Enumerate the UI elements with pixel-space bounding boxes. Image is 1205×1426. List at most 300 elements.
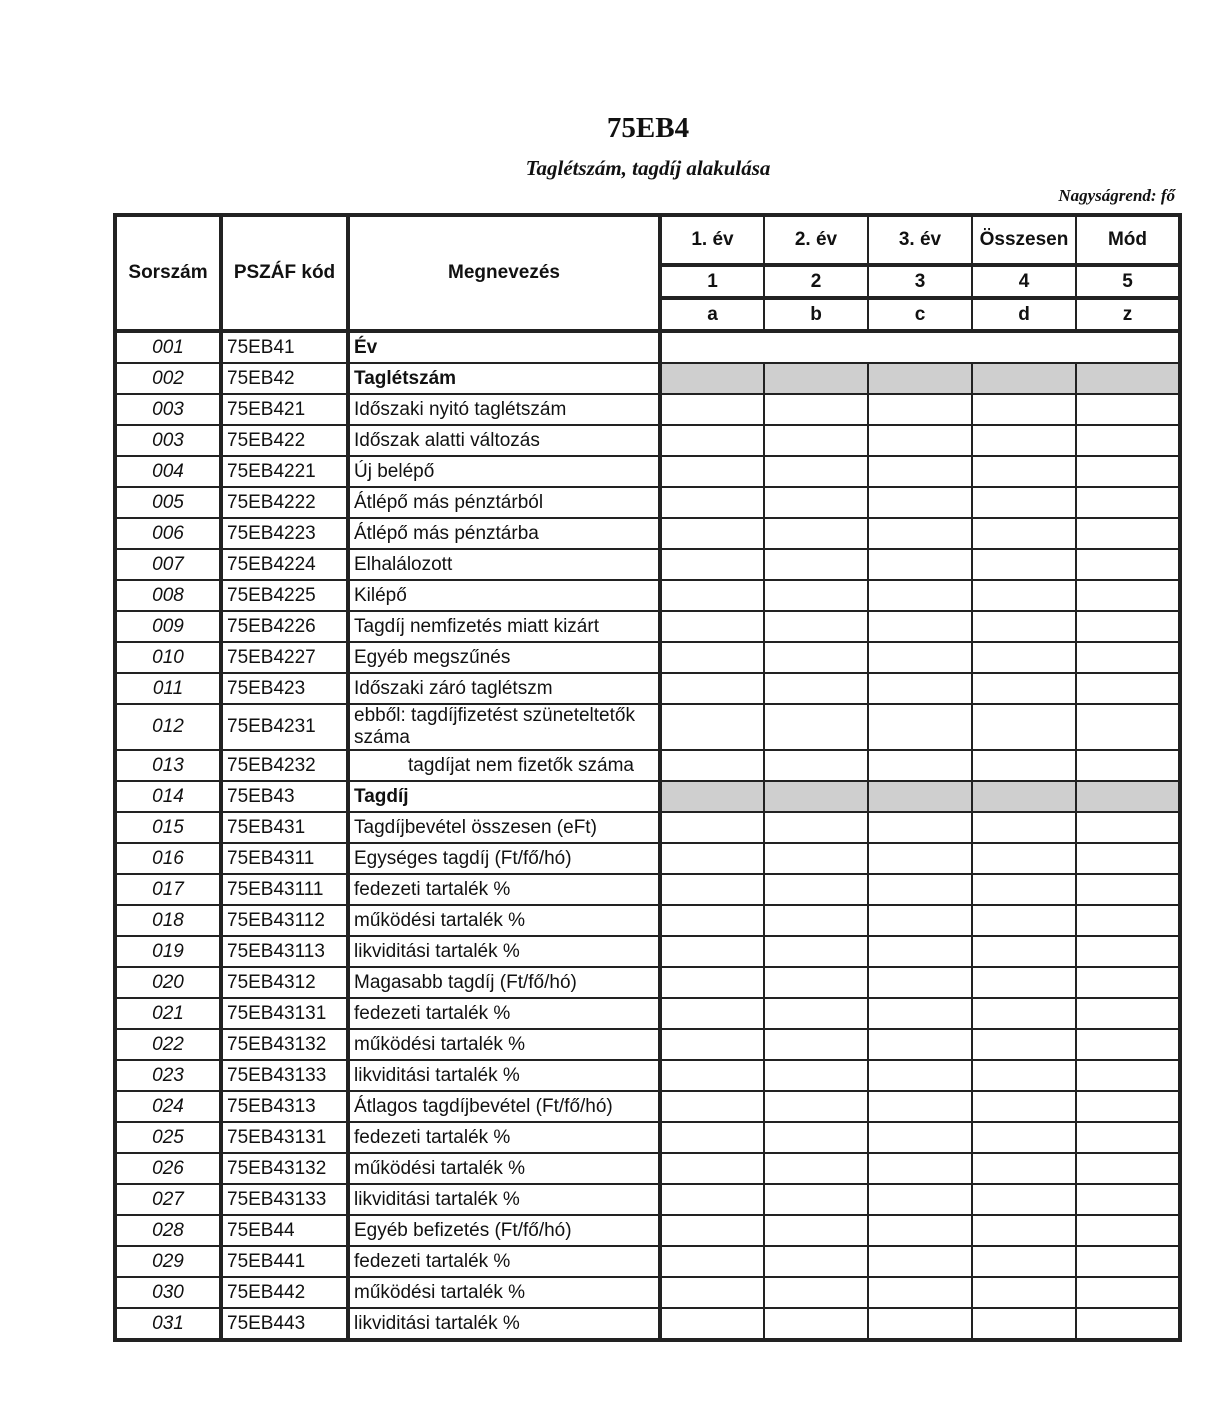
value-cell[interactable] [1076, 673, 1180, 704]
table-row [115, 363, 1180, 394]
value-cell[interactable] [1076, 456, 1180, 487]
row-number: 023 [115, 1060, 221, 1091]
row-code: 75EB4226 [221, 611, 348, 642]
value-cell[interactable] [660, 1029, 764, 1060]
value-cell[interactable] [660, 611, 764, 642]
header-row-labels [115, 215, 1180, 265]
header-col-number: 5 [1076, 265, 1180, 298]
table-row [115, 642, 1180, 673]
unit-label: Nagyságrend: fő [1058, 186, 1175, 205]
row-name: működési tartalék % [348, 1153, 660, 1184]
value-cell[interactable] [972, 936, 1076, 967]
table-row [115, 580, 1180, 611]
value-cell[interactable] [1076, 518, 1180, 549]
value-cell[interactable] [764, 750, 868, 781]
table-row [115, 874, 1180, 905]
row-code: 75EB4311 [221, 843, 348, 874]
row-name: Elhalálozott [348, 549, 660, 580]
row-name: működési tartalék % [348, 905, 660, 936]
table-row [115, 611, 1180, 642]
row-name: Magasabb tagdíj (Ft/fő/hó) [348, 967, 660, 998]
value-cell[interactable] [660, 1060, 764, 1091]
row-number: 016 [115, 843, 221, 874]
value-cell[interactable] [660, 642, 764, 673]
value-cell[interactable] [660, 874, 764, 905]
value-cell[interactable] [764, 611, 868, 642]
page-subtitle: Taglétszám, tagdíj alakulása [525, 156, 771, 180]
row-name: likviditási tartalék % [348, 1060, 660, 1091]
table-row [115, 905, 1180, 936]
row-code: 75EB4312 [221, 967, 348, 998]
row-name: tagdíjat nem fizetők száma [348, 750, 660, 781]
value-cell[interactable] [868, 1184, 972, 1215]
value-cell[interactable] [868, 704, 972, 750]
value-cell[interactable] [868, 673, 972, 704]
value-cell[interactable] [1076, 967, 1180, 998]
value-cell [972, 363, 1076, 394]
value-cell[interactable] [764, 1091, 868, 1122]
value-cell[interactable] [764, 967, 868, 998]
row-number: 003 [115, 425, 221, 456]
row-code: 75EB4224 [221, 549, 348, 580]
row-code: 75EB43133 [221, 1184, 348, 1215]
row-number: 003 [115, 394, 221, 425]
value-cell [1076, 363, 1180, 394]
table-header [115, 215, 1180, 331]
table-row [115, 1060, 1180, 1091]
table-row [115, 704, 1180, 750]
row-code: 75EB43 [221, 781, 348, 812]
value-cell[interactable] [660, 998, 764, 1029]
header-col-letter: a [660, 298, 764, 331]
value-cell[interactable] [972, 425, 1076, 456]
value-cell[interactable] [764, 518, 868, 549]
value-cell [972, 781, 1076, 812]
header-col-label: 1. év [660, 215, 764, 265]
table-row [115, 331, 1180, 363]
value-cell[interactable] [660, 673, 764, 704]
value-cell[interactable] [660, 456, 764, 487]
value-cell[interactable] [972, 1246, 1076, 1277]
row-name: likviditási tartalék % [348, 936, 660, 967]
value-cell[interactable] [868, 394, 972, 425]
value-cell[interactable] [868, 1029, 972, 1060]
value-cell[interactable] [764, 1308, 868, 1340]
row-name: likviditási tartalék % [348, 1184, 660, 1215]
value-cell[interactable] [972, 456, 1076, 487]
value-cell[interactable] [868, 425, 972, 456]
row-number: 010 [115, 642, 221, 673]
row-name: fedezeti tartalék % [348, 874, 660, 905]
row-name: Tagdíj nemfizetés miatt kizárt [348, 611, 660, 642]
table-row [115, 1215, 1180, 1246]
value-cell[interactable] [1076, 750, 1180, 781]
row-code: 75EB4313 [221, 1091, 348, 1122]
row-name: Tagdíj [348, 781, 660, 812]
value-cell[interactable] [1076, 1122, 1180, 1153]
table-row [115, 967, 1180, 998]
value-cell[interactable] [868, 967, 972, 998]
row-number: 017 [115, 874, 221, 905]
row-name: Időszak alatti változás [348, 425, 660, 456]
row-number: 027 [115, 1184, 221, 1215]
row-number: 015 [115, 812, 221, 843]
value-cell[interactable] [764, 487, 868, 518]
value-cell[interactable] [660, 936, 764, 967]
value-cell [868, 781, 972, 812]
value-cell[interactable] [868, 936, 972, 967]
value-cell[interactable] [1076, 1277, 1180, 1308]
header-pszaf-kod: PSZÁF kód [221, 215, 348, 331]
value-cell[interactable] [972, 1215, 1076, 1246]
value-cell[interactable] [1076, 611, 1180, 642]
value-cell[interactable] [660, 1122, 764, 1153]
report-table [113, 213, 1182, 1342]
row-name: fedezeti tartalék % [348, 1246, 660, 1277]
table-row [115, 1091, 1180, 1122]
row-name: Év [348, 331, 660, 363]
value-cell [868, 363, 972, 394]
row-name: Átlépő más pénztárból [348, 487, 660, 518]
value-cell[interactable] [868, 518, 972, 549]
row-number: 030 [115, 1277, 221, 1308]
value-cell[interactable] [972, 1277, 1076, 1308]
value-cell[interactable] [972, 750, 1076, 781]
row-name: Tagdíjbevétel összesen (eFt) [348, 812, 660, 843]
row-code: 75EB43131 [221, 1122, 348, 1153]
value-cell[interactable] [764, 843, 868, 874]
value-cell[interactable] [1076, 1060, 1180, 1091]
row-name: Átlépő más pénztárba [348, 518, 660, 549]
row-code: 75EB43111 [221, 874, 348, 905]
header-megnevezes: Megnevezés [348, 215, 660, 331]
value-cell[interactable] [1076, 1215, 1180, 1246]
value-cell[interactable] [972, 549, 1076, 580]
value-cell[interactable] [660, 704, 764, 750]
value-cell[interactable] [1076, 425, 1180, 456]
row-code: 75EB44 [221, 1215, 348, 1246]
value-cell[interactable] [660, 1308, 764, 1340]
row-name: likviditási tartalék % [348, 1308, 660, 1340]
row-number: 021 [115, 998, 221, 1029]
table-row [115, 781, 1180, 812]
value-cell[interactable] [764, 549, 868, 580]
value-cell[interactable] [1076, 580, 1180, 611]
value-cell[interactable] [972, 1184, 1076, 1215]
value-cell[interactable] [868, 580, 972, 611]
row-number: 009 [115, 611, 221, 642]
row-code: 75EB43133 [221, 1060, 348, 1091]
value-cell[interactable] [764, 905, 868, 936]
value-cell[interactable] [1076, 1091, 1180, 1122]
value-cell[interactable] [972, 1308, 1076, 1340]
value-cell[interactable] [972, 704, 1076, 750]
value-cell[interactable] [1076, 998, 1180, 1029]
header-col-number: 4 [972, 265, 1076, 298]
row-name: működési tartalék % [348, 1029, 660, 1060]
value-cell[interactable] [868, 1308, 972, 1340]
value-cell[interactable] [660, 487, 764, 518]
value-cell[interactable] [868, 1153, 972, 1184]
table-row [115, 1246, 1180, 1277]
row-number: 002 [115, 363, 221, 394]
value-cell [1076, 781, 1180, 812]
value-cell[interactable] [660, 425, 764, 456]
value-cell[interactable] [764, 456, 868, 487]
value-cell[interactable] [764, 1060, 868, 1091]
value-cell[interactable] [972, 580, 1076, 611]
value-cell[interactable] [972, 1122, 1076, 1153]
value-cell[interactable] [868, 1215, 972, 1246]
table-row [115, 394, 1180, 425]
row-code: 75EB443 [221, 1308, 348, 1340]
value-cell[interactable] [868, 1246, 972, 1277]
value-cell[interactable] [660, 394, 764, 425]
table-row [115, 998, 1180, 1029]
row-code: 75EB43131 [221, 998, 348, 1029]
table-row [115, 1308, 1180, 1340]
value-cell[interactable] [972, 1029, 1076, 1060]
value-cell[interactable] [1076, 1029, 1180, 1060]
row-code: 75EB4225 [221, 580, 348, 611]
row-code: 75EB43112 [221, 905, 348, 936]
row-number: 013 [115, 750, 221, 781]
value-cell[interactable] [660, 812, 764, 843]
row-number: 004 [115, 456, 221, 487]
row-name: Taglétszám [348, 363, 660, 394]
row-number: 026 [115, 1153, 221, 1184]
value-cell[interactable] [868, 750, 972, 781]
value-cell[interactable] [868, 642, 972, 673]
row-name: fedezeti tartalék % [348, 1122, 660, 1153]
value-cell[interactable] [972, 487, 1076, 518]
value-cell[interactable] [972, 1153, 1076, 1184]
row-name: Új belépő [348, 456, 660, 487]
value-cell[interactable] [972, 1060, 1076, 1091]
value-cell[interactable] [764, 704, 868, 750]
header-col-number: 3 [868, 265, 972, 298]
value-cell[interactable] [764, 642, 868, 673]
row-number: 029 [115, 1246, 221, 1277]
row-number: 012 [115, 704, 221, 750]
value-cell[interactable] [764, 673, 868, 704]
row-number: 018 [115, 905, 221, 936]
value-cell[interactable] [972, 812, 1076, 843]
row-code: 75EB4227 [221, 642, 348, 673]
value-cell[interactable] [660, 1091, 764, 1122]
table-row [115, 425, 1180, 456]
value-cell[interactable] [1076, 394, 1180, 425]
row-number: 008 [115, 580, 221, 611]
value-cell[interactable] [764, 812, 868, 843]
value-cell[interactable] [660, 905, 764, 936]
row-name: működési tartalék % [348, 1277, 660, 1308]
value-cell[interactable] [764, 1122, 868, 1153]
table-row [115, 843, 1180, 874]
value-cell[interactable] [868, 549, 972, 580]
row-number: 005 [115, 487, 221, 518]
value-cell[interactable] [660, 843, 764, 874]
value-cell[interactable] [972, 1091, 1076, 1122]
table-row [115, 1153, 1180, 1184]
value-cell[interactable] [972, 518, 1076, 549]
value-cell[interactable] [868, 1091, 972, 1122]
table-row [115, 812, 1180, 843]
row-name: Időszaki nyitó taglétszám [348, 394, 660, 425]
value-cell[interactable] [660, 580, 764, 611]
row-number: 031 [115, 1308, 221, 1340]
row-name: Átlagos tagdíjbevétel (Ft/fő/hó) [348, 1091, 660, 1122]
row-code: 75EB43132 [221, 1153, 348, 1184]
row-number: 001 [115, 331, 221, 363]
value-cell[interactable] [660, 1246, 764, 1277]
table-row [115, 1029, 1180, 1060]
row-code: 75EB43113 [221, 936, 348, 967]
value-cell[interactable] [868, 998, 972, 1029]
row-code: 75EB4232 [221, 750, 348, 781]
value-cell-merged[interactable] [660, 331, 1180, 363]
value-cell[interactable] [764, 580, 868, 611]
value-cell[interactable] [868, 611, 972, 642]
value-cell[interactable] [868, 487, 972, 518]
value-cell [764, 363, 868, 394]
value-cell[interactable] [972, 843, 1076, 874]
row-name: fedezeti tartalék % [348, 998, 660, 1029]
table-row [115, 549, 1180, 580]
value-cell[interactable] [972, 673, 1076, 704]
value-cell[interactable] [764, 1029, 868, 1060]
value-cell[interactable] [660, 1184, 764, 1215]
value-cell[interactable] [972, 611, 1076, 642]
value-cell[interactable] [868, 1122, 972, 1153]
row-code: 75EB442 [221, 1277, 348, 1308]
value-cell[interactable] [868, 1277, 972, 1308]
row-code: 75EB4223 [221, 518, 348, 549]
row-number: 006 [115, 518, 221, 549]
value-cell[interactable] [764, 425, 868, 456]
row-code: 75EB4231 [221, 704, 348, 750]
header-col-number: 1 [660, 265, 764, 298]
value-cell[interactable] [972, 998, 1076, 1029]
value-cell[interactable] [660, 1153, 764, 1184]
row-name: Egyéb befizetés (Ft/fő/hó) [348, 1215, 660, 1246]
row-code: 75EB431 [221, 812, 348, 843]
value-cell[interactable] [1076, 1308, 1180, 1340]
value-cell[interactable] [972, 642, 1076, 673]
table-row [115, 936, 1180, 967]
row-name: ebből: tagdíjfizetést szüneteltetők száma [348, 704, 660, 750]
value-cell[interactable] [1076, 812, 1180, 843]
value-cell[interactable] [764, 1153, 868, 1184]
value-cell[interactable] [1076, 549, 1180, 580]
value-cell[interactable] [868, 456, 972, 487]
row-code: 75EB422 [221, 425, 348, 456]
row-number: 028 [115, 1215, 221, 1246]
row-number: 022 [115, 1029, 221, 1060]
header-col-letter: c [868, 298, 972, 331]
value-cell[interactable] [868, 1060, 972, 1091]
table-row [115, 487, 1180, 518]
value-cell[interactable] [764, 394, 868, 425]
value-cell[interactable] [660, 518, 764, 549]
row-number: 014 [115, 781, 221, 812]
header-sorszam: Sorszám [115, 215, 221, 331]
row-code: 75EB42 [221, 363, 348, 394]
value-cell[interactable] [764, 998, 868, 1029]
value-cell[interactable] [972, 967, 1076, 998]
value-cell[interactable] [1076, 874, 1180, 905]
value-cell [764, 781, 868, 812]
header-col-label: 2. év [764, 215, 868, 265]
table-row [115, 1122, 1180, 1153]
value-cell[interactable] [972, 905, 1076, 936]
table-body [115, 331, 1180, 1340]
value-cell[interactable] [660, 1215, 764, 1246]
table-row [115, 518, 1180, 549]
row-name: Kilépő [348, 580, 660, 611]
row-number: 019 [115, 936, 221, 967]
value-cell[interactable] [764, 1277, 868, 1308]
table-row [115, 1277, 1180, 1308]
value-cell[interactable] [868, 905, 972, 936]
value-cell[interactable] [1076, 1184, 1180, 1215]
value-cell[interactable] [660, 1277, 764, 1308]
value-cell[interactable] [1076, 905, 1180, 936]
value-cell[interactable] [868, 812, 972, 843]
value-cell[interactable] [660, 750, 764, 781]
row-code: 75EB421 [221, 394, 348, 425]
value-cell[interactable] [1076, 1246, 1180, 1277]
value-cell[interactable] [764, 874, 868, 905]
value-cell[interactable] [1076, 704, 1180, 750]
row-code: 75EB41 [221, 331, 348, 363]
header-col-label: Mód [1076, 215, 1180, 265]
value-cell[interactable] [1076, 936, 1180, 967]
table-row [115, 750, 1180, 781]
table-row [115, 456, 1180, 487]
table-row [115, 673, 1180, 704]
value-cell[interactable] [1076, 843, 1180, 874]
row-number: 007 [115, 549, 221, 580]
row-number: 011 [115, 673, 221, 704]
row-code: 75EB441 [221, 1246, 348, 1277]
value-cell[interactable] [1076, 642, 1180, 673]
row-number: 020 [115, 967, 221, 998]
header-col-letter: d [972, 298, 1076, 331]
header-col-label: 3. év [868, 215, 972, 265]
row-code: 75EB43132 [221, 1029, 348, 1060]
page-title: 75EB4 [606, 112, 690, 144]
value-cell[interactable] [972, 394, 1076, 425]
value-cell[interactable] [764, 1215, 868, 1246]
value-cell[interactable] [972, 874, 1076, 905]
header-col-number: 2 [764, 265, 868, 298]
value-cell[interactable] [660, 967, 764, 998]
row-code: 75EB4222 [221, 487, 348, 518]
value-cell[interactable] [868, 874, 972, 905]
value-cell[interactable] [1076, 487, 1180, 518]
row-code: 75EB4221 [221, 456, 348, 487]
value-cell[interactable] [660, 549, 764, 580]
row-name: Egyéb megszűnés [348, 642, 660, 673]
row-number: 024 [115, 1091, 221, 1122]
value-cell[interactable] [764, 1246, 868, 1277]
value-cell[interactable] [764, 936, 868, 967]
value-cell[interactable] [1076, 1153, 1180, 1184]
value-cell[interactable] [868, 843, 972, 874]
value-cell[interactable] [764, 1184, 868, 1215]
row-name: Időszaki záró taglétszm [348, 673, 660, 704]
